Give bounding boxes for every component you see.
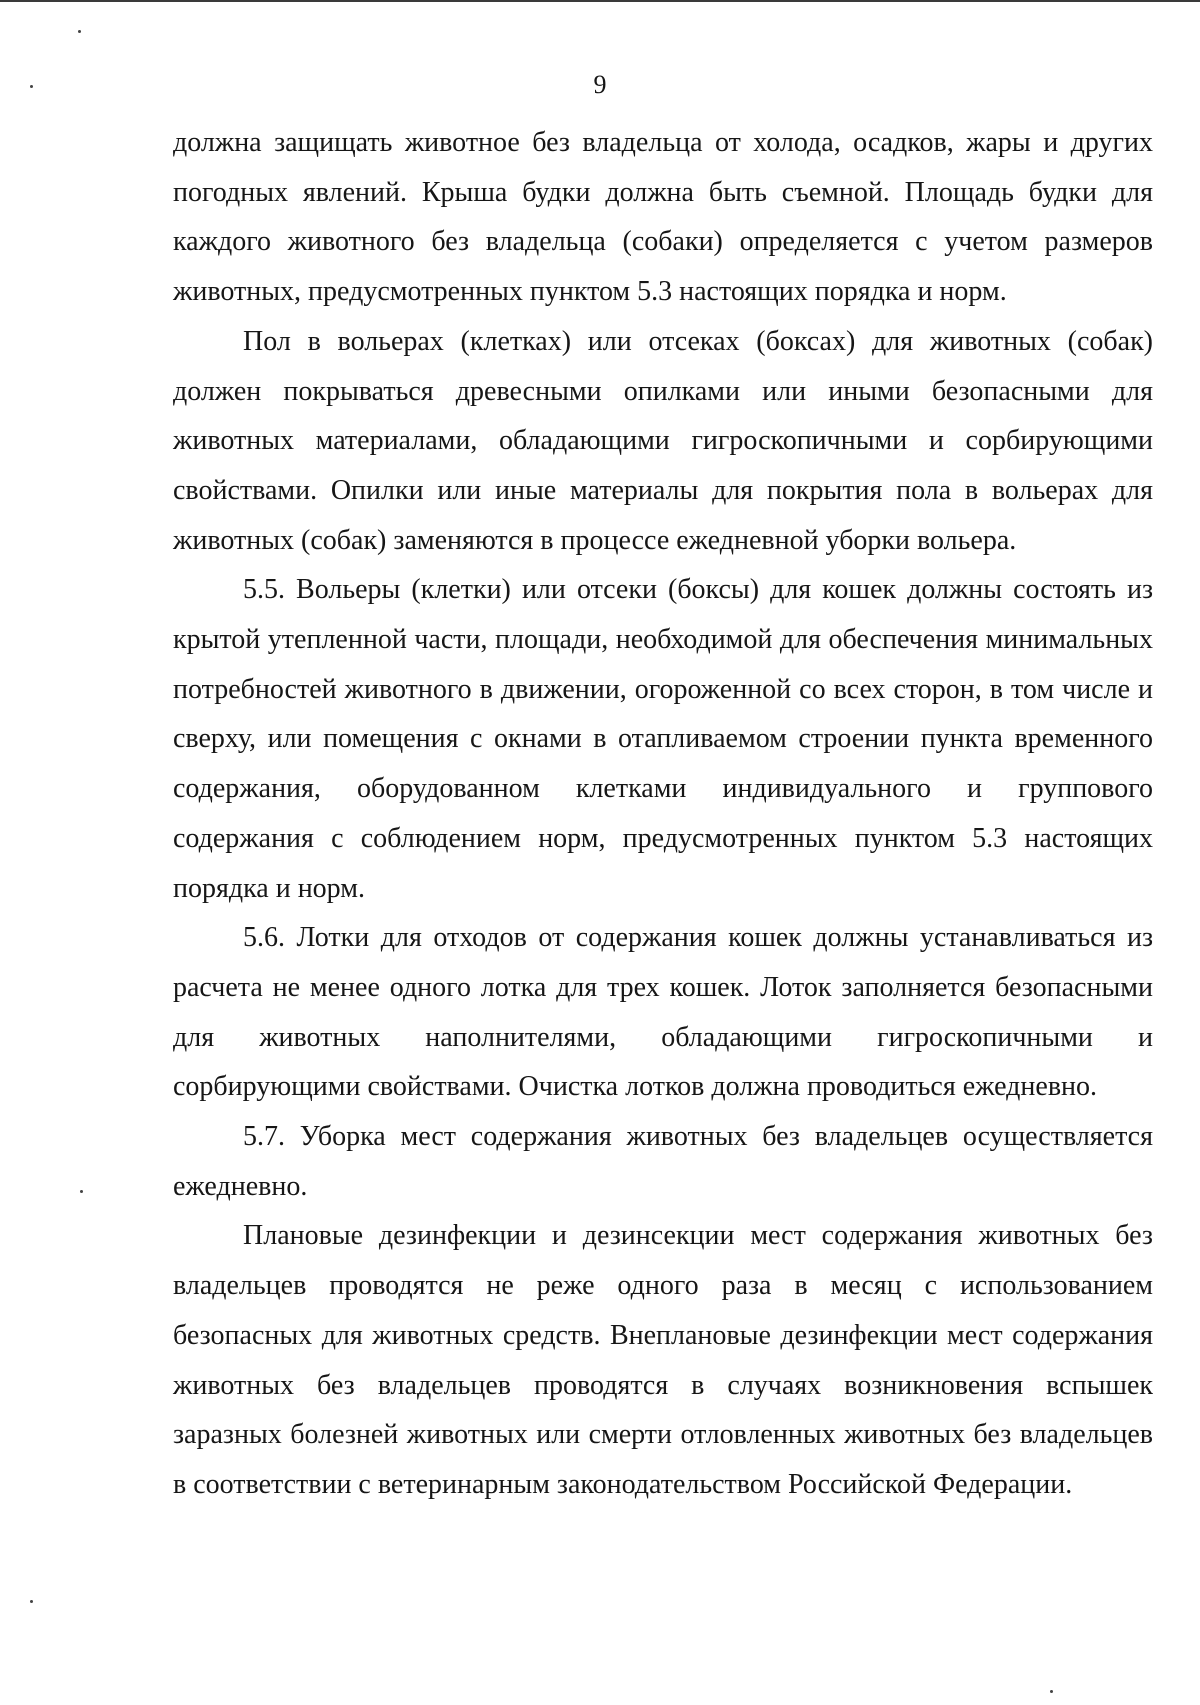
scan-speck xyxy=(1050,1690,1053,1693)
paragraph-5-5-cat-enclosures: 5.5. Вольеры (клетки) или отсеки (боксы) для кошек должны состоять из крытой утепленной части, площади, необходимой для обеспечения минимальных потребностей животного в движении, огороженной со всех сторон, в том числе и сверху, или помещения с окнами в отапливаемом строении пункта временного содержания, оборудованном клетками индивидуального и группового содержания с соблюдением норм, предусмотренных пунктом 5.3 настоящих порядка и норм. xyxy=(173,574,1153,904)
document-body xyxy=(173,118,1153,1510)
scan-speck xyxy=(30,1600,33,1603)
page-top-edge-line xyxy=(0,0,1200,2)
paragraph-disinfection: Плановые дезинфекции и дезинсекции мест содержания животных без владельцев проводятся не реже одного раза в месяц с использованием безопасных для животных средств. Внеплановые дезинфекции мест содержания животных без владельцев проводятся в случаях возникновения вспышек заразных болезней животных или смерти отловленных животных без владельцев в соответствии с ветеринарным законодательством Российской Федерации. xyxy=(173,1220,1153,1500)
scan-speck xyxy=(30,85,33,88)
paragraph-floor-covering: Пол в вольерах (клетках) или отсеках (боксах) для животных (собак) должен покрываться древесными опилками или иными безопасными для животных материалами, обладающими гигроскопичными и сорбирующими свойствами. Опилки или иные материалы для покрытия пола в вольерах для животных (собак) заменяются в процессе ежедневной уборки вольера. xyxy=(173,325,1153,556)
scan-speck xyxy=(80,1190,83,1193)
scan-speck xyxy=(78,30,81,33)
page-number: 9 xyxy=(593,70,607,99)
paragraph-5-6-litter-trays: 5.6. Лотки для отходов от содержания кошек должны устанавливаться из расчета не менее одного лотка для трех кошек. Лоток заполняется безопасными для животных наполнителями, обладающими гигроскопичными и сорбирующими свойствами. Очистка лотков должна проводиться ежедневно. xyxy=(173,922,1153,1103)
paragraph-continuation: должна защищать животное без владельца от холода, осадков, жары и других погодных явлений. Крыша будки должна быть съемной. Площадь будки для каждого животного без владельца (собаки) определяется с учетом размеров животных, предусмотренных пунктом 5.3 настоящих порядка и норм. xyxy=(173,127,1153,308)
paragraph-5-7-cleaning: 5.7. Уборка мест содержания животных без владельцев осуществляется ежедневно. xyxy=(173,1121,1153,1202)
